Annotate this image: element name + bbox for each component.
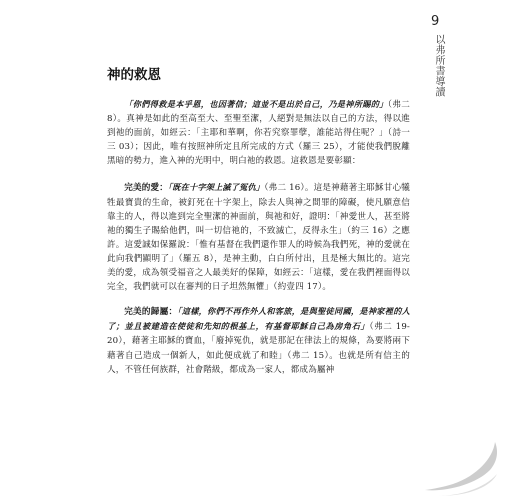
running-title: 以弗所書導讀 [433, 34, 444, 97]
decorative-swirl-icon [415, 430, 505, 500]
paragraph-intro [107, 97, 410, 168]
scripture-quote: 「你們得救是本乎恩，也因著信；這並不是出於自己，乃是神所賜的」 [124, 99, 388, 109]
scripture-quote: 「既在十字架上滅了冤仇」 [168, 182, 265, 193]
section-heading: 神的救恩 [107, 67, 161, 83]
paragraph-text: （弗二 19-20），藉著主耶穌的寶血，「廢掉冤仇，就是那記在律法上的規條，為要將兩下藉著自己造成一個新人，如此便成就了和睦」（弗二 15）。也就是所有信主的人，不管任何族群，社會階級，都成為一家人，都成為屬神 [107, 322, 410, 375]
paragraph-lead: 完美的歸屬： [124, 307, 178, 318]
scripture-quote: 「這樣，你們不再作外人和客旅，是與聖徒同國，是神家裡的人了；並且被建造在使徒和先知的根基上，有基督耶穌自己為房角石」 [107, 306, 410, 332]
paragraph-lead: 完美的愛： [124, 183, 169, 194]
page-content [107, 63, 410, 387]
paragraph-perfect-belonging [107, 304, 410, 376]
page-number: 9 [431, 14, 440, 29]
paragraph-perfect-love [107, 180, 410, 294]
paragraph-text: （弗二 8）。真神是如此的至高至大、至聖至潔，人絕對是無法以自己的方法，得以進到祂的面前，如經云：「主耶和華啊，你若究察罪孽，誰能站得住呢？」（詩一三 03）；因此，唯有按照神所定且所完成的方式（羅三 25），才能使我們脫離黑暗的勢力，進入神的光明中，明白祂的救恩。這救恩是要彰顯： [107, 100, 410, 167]
paragraph-text: （弗二 16）。這是神藉著主耶穌甘心犧牲最寶貴的生命，被釘死在十字架上，除去人與神之間罪的障礙，使凡願意信靠主的人，得以進到完全聖潔的神面前，與祂和好，證明：「神愛世人，甚至將祂的獨生子賜給他們，叫一切信祂的，不致滅亡，反得永生」（約三 16）之應許。這愛誠如保羅說：「惟有基督在我們還作罪人的時候為我們死，神的愛就在此向我們顯明了」（羅五 8），是神主動，白白所付出，且是極大無比的。這完美的愛，成為領受福音之人最美好的保障，如經云：「這樣，愛在我們裡面得以完全，我們就可以在審判的日子坦然無懼」（約壹四 17）。 [107, 183, 410, 293]
